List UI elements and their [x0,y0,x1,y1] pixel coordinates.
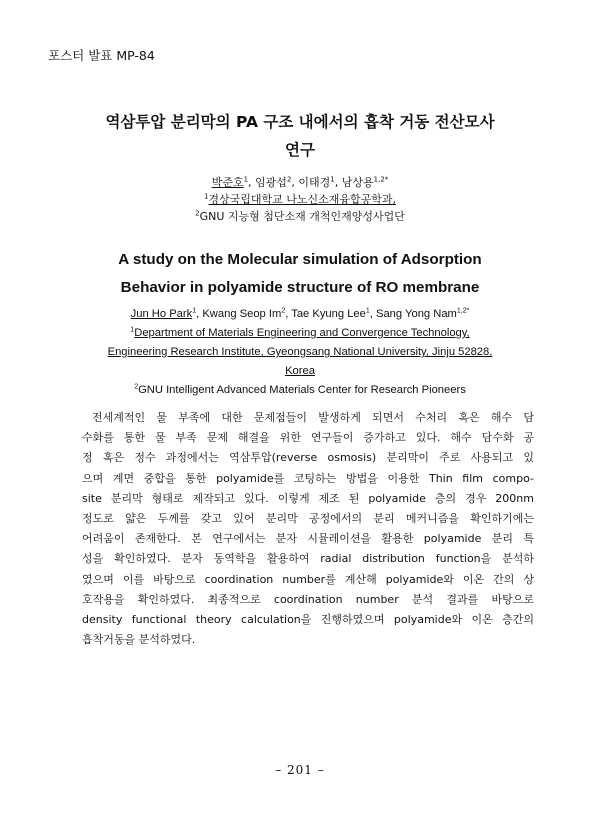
english-author-sup: 1,2* [456,307,470,315]
english-author-name: Sang Yong Nam [376,308,457,320]
english-author-sup: 1 [192,307,197,315]
english-author-list: Jun Ho Park$^1$, Kwang Seop Im$^2$, Tae Kyung Lee$^1$, Sang Yong Nam$^{1,2*}$ [130,307,470,320]
korean-affiliation-text: GNU 지능형 첨단소재 개척인재양성사업단 [199,210,405,223]
english-author-sup: 2 [281,307,286,315]
english-title-line: A study on the Molecular simulation of Adsorption [118,251,482,268]
korean-author-sup: 1 [243,175,249,184]
english-affiliation-sup: 2 [134,383,139,391]
abstract-line: 흡착거동을 분석하였다. [82,633,196,647]
korean-author-sup: 1 [330,175,335,184]
english-authors-block [40,305,560,400]
abstract-body [82,408,534,650]
korean-affiliation [40,191,560,208]
korean-author-name: 임광섭 [255,176,287,189]
poster-label: 포스터 발표 MP-84 [48,48,155,63]
abstract-line: 호작용을 확인하였다. 최종적으로 coordination number 분석 결과를 바탕으로 [82,592,534,606]
korean-author-name: 박준호 [211,176,244,189]
abstract-line: 였으며 이를 바탕으로 coordination number를 계산해 polyamide와 이온 간의 상 [82,572,534,586]
korean-author-name: 남상용 [341,176,374,189]
abstract-line: 어려움이 존재한다. 본 연구에서는 분자 시뮬레이션을 활용한 polyamide 분리 특 [82,532,534,546]
abstract-line: 으며 계면 중합을 통한 polyamide를 코팅하는 방법을 이용한 Thin film compo- [82,471,534,485]
english-affiliation-1 [40,324,560,343]
korean-author-sup: 2 [286,175,292,184]
english-affiliation-text: Department of Materials Engineering and Convergence Technology, [134,327,470,339]
english-title-line: Behavior in polyamide structure of RO membrane [120,279,480,296]
english-author-sup: 1 [365,307,370,315]
korean-title-line: 연구 [285,141,315,159]
korean-author-list: 박준호$^1$, 임광섭$^2$, 이태경$^1$, 남상용$^{1,2*}$ [211,175,389,189]
english-author-name: Kwang Seop Im [202,308,282,320]
english-affiliation-text: Korea [285,365,315,377]
english-affiliation-1 [40,343,560,362]
korean-author-sup: 1,2* [373,175,389,184]
english-affiliation-2 [40,381,560,400]
abstract-line: 성을 확인하였다. 분자 동역학을 활용하여 radial distribution function을 분석하 [82,552,534,566]
korean-affiliation-text: 경상국립대학교 나노신소재융합공학과, [208,193,397,206]
page-number: – 201 – [275,763,325,777]
english-author-name: Tae Kyung Lee [291,308,366,320]
abstract-line: site 분리막 형태로 제작되고 있다. 이렇게 제조 된 polyamide 층의 경우 200nm [82,491,534,505]
english-author-name: Jun Ho Park [130,308,193,320]
english-affiliation-text: GNU Intelligent Advanced Materials Center for Research Pioneers [138,384,466,396]
english-affiliation-text: Engineering Research Institute, Gyeongsang National University, Jinju 52828, [107,346,493,358]
abstract-line: 수화를 통한 물 부족 문제 해결을 위한 연구들이 증가하고 있다. 해수 담수화 공 [82,431,534,445]
korean-authors-block [40,174,560,225]
english-affiliation-sup: 1 [130,326,135,334]
korean-title-line: 역삼투압 분리막의 PA 구조 내에서의 흡착 거동 전산모사 [105,113,495,131]
korean-title [40,108,560,164]
english-affiliation-1 [40,362,560,381]
abstract-line: 정 혹은 정수 과정에서는 역삼투압(reverse osmosis) 분리막이 주로 사용되고 있 [82,451,534,465]
english-title [40,246,560,302]
korean-affiliation-sup: 1 [203,192,209,201]
korean-author-name: 이태경 [298,176,331,189]
abstract-line: 전세계적인 물 부족에 대한 문제점들이 발생하게 되면서 수처리 혹은 해수 담 [92,411,534,424]
abstract-line: density functional theory calculation을 진행하였으며 polyamide와 이온 층간의 [82,613,534,627]
abstract-line: 정도로 얇은 두께를 갖고 있어 분리막 공정에서의 분리 메커니즘을 확인하기에는 [82,512,534,526]
korean-affiliation [40,208,560,225]
korean-affiliation-sup: 2 [195,209,200,218]
